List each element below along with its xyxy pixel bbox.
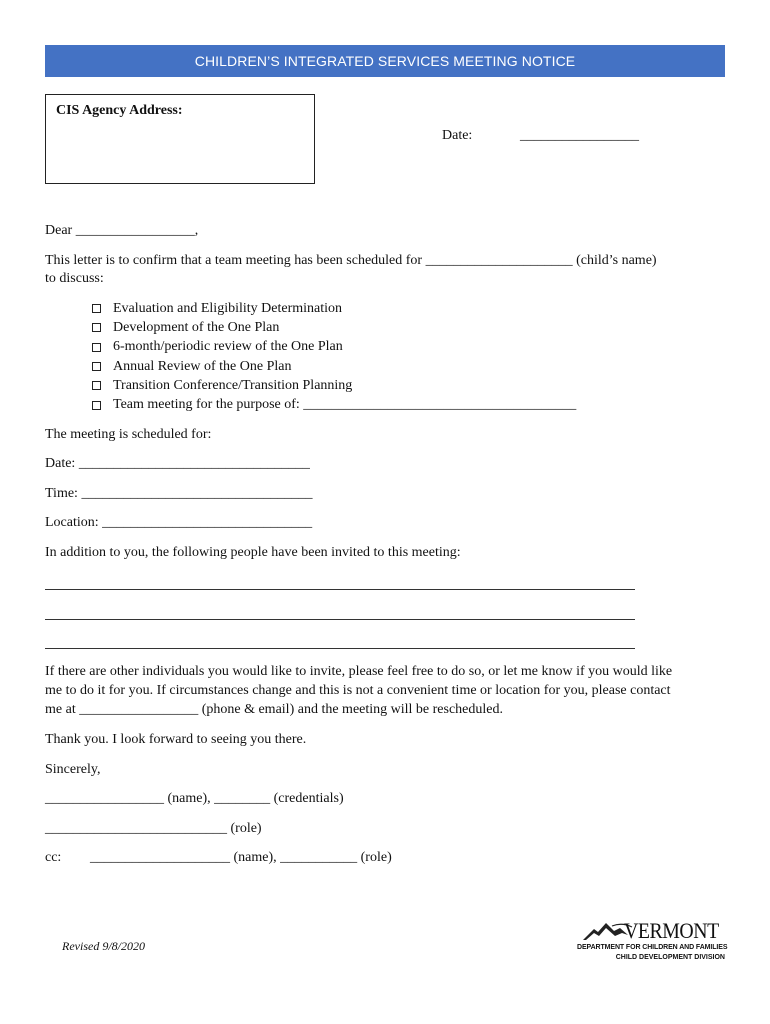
checklist-item — [90, 318, 576, 337]
closing-line-2: me to do it for you. If circumstances change and this is not a convenient time or location for you, please contact — [45, 683, 671, 698]
page-title: CHILDREN’S INTEGRATED SERVICES MEETING NOTICE — [194, 53, 576, 69]
checkbox[interactable] — [92, 343, 101, 352]
invitees-intro: In addition to you, the following people have been invited to this meeting: — [45, 545, 461, 560]
salutation: Dear _________________, — [45, 223, 199, 238]
thanks-text: Thank you. I look forward to seeing you there. — [45, 732, 307, 747]
invitee-line — [45, 648, 635, 649]
agency-address-box — [45, 94, 315, 184]
signature-role-line: __________________________ (role) — [45, 821, 262, 836]
checkbox[interactable] — [92, 323, 101, 332]
checklist-item — [90, 376, 576, 395]
date-label: Date: — [442, 128, 473, 143]
revised-date: Revised 9/8/2020 — [62, 939, 145, 953]
checklist-item-label: 6-month/periodic review of the One Plan — [113, 339, 343, 355]
checklist-item-label: Team meeting for the purpose of: _______________________________________ — [113, 397, 577, 413]
checkbox[interactable] — [92, 304, 101, 313]
purpose-checklist — [90, 299, 576, 415]
cc-label: cc: — [45, 850, 62, 865]
closing-line-3: me at _________________ (phone & email) and the meeting will be rescheduled. — [45, 702, 503, 717]
intro-line-1: This letter is to confirm that a team meeting has been scheduled for _____________________ (child’s name) — [45, 253, 657, 268]
schedule-time: Time: _________________________________ — [45, 486, 313, 501]
invitee-line — [45, 589, 635, 590]
signature-name-line: _________________ (name), ________ (credentials) — [45, 791, 344, 806]
logo-division: CHILD DEVELOPMENT DIVISION — [615, 954, 725, 961]
logo-name: VERMONT — [624, 918, 719, 943]
invitee-line — [45, 619, 635, 620]
schedule-heading: The meeting is scheduled for: — [45, 427, 212, 442]
cc-line: ____________________ (name), ___________ (role) — [90, 850, 392, 865]
checkbox[interactable] — [92, 362, 101, 371]
checklist-item — [90, 338, 576, 357]
checklist-item — [90, 299, 576, 318]
checklist-item — [90, 357, 576, 376]
checklist-item-label: Development of the One Plan — [113, 319, 280, 335]
vermont-dcf-logo — [576, 918, 726, 978]
checklist-item — [90, 395, 576, 414]
checkbox[interactable] — [92, 401, 101, 410]
closing-line-1: If there are other individuals you would like to invite, please feel free to do so, or let me know if you would like — [45, 664, 673, 679]
checkbox[interactable] — [92, 381, 101, 390]
date-blank: _________________ — [520, 128, 639, 143]
sincerely-text: Sincerely, — [45, 762, 101, 777]
checklist-item-label: Annual Review of the One Plan — [113, 358, 292, 374]
schedule-date: Date: _________________________________ — [45, 456, 310, 471]
schedule-location: Location: ______________________________ — [45, 515, 313, 530]
agency-address-label: CIS Agency Address: — [56, 103, 183, 118]
intro-line-2: to discuss: — [45, 271, 104, 286]
checklist-item-label: Transition Conference/Transition Planning — [113, 377, 353, 393]
logo-department: DEPARTMENT FOR CHILDREN AND FAMILIES — [577, 944, 728, 951]
checklist-item-label: Evaluation and Eligibility Determination — [113, 300, 343, 316]
header-bar — [45, 45, 725, 77]
